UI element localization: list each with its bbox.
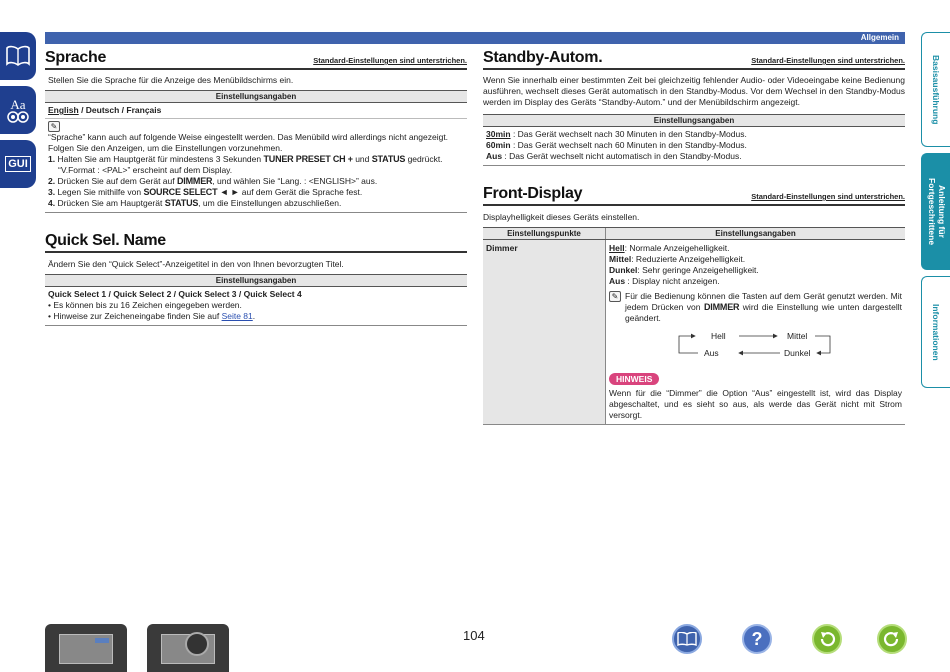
page-number: 104	[463, 628, 485, 643]
section-title: Allgemein	[860, 33, 899, 42]
step-2: 2. Drücken Sie auf dem Gerät auf DIMMER, und wählen Sie “Lang. : <ENGLISH>” aus.	[48, 176, 378, 187]
cycle-arrows	[675, 329, 840, 365]
front-table-row	[483, 240, 905, 425]
standby-row-60: 60min : Das Gerät wechselt nach 60 Minuten in den Standby-Modus.	[486, 140, 747, 150]
hinweis-text: Wenn für die “Dimmer” die Option “Aus” eingestellt ist, wird das Display abgeschaltet, und es sieht so aus, als werde das Gerät nicht mit Strom versorgt.	[609, 388, 902, 420]
gui-icon: GUI	[5, 156, 31, 172]
font-audio-tab[interactable]	[0, 86, 36, 134]
cycle-hell: Hell	[711, 331, 726, 341]
table-header: Einstellungsangaben	[483, 114, 905, 127]
dimmer-opt-hell: Hell: Normale Anzeigehelligkeit.	[609, 243, 730, 253]
book-icon	[677, 632, 697, 646]
sprache-table-body	[45, 103, 467, 213]
col-header-items: Einstellungspunkte	[483, 228, 606, 239]
help-button[interactable]	[742, 624, 772, 654]
quicksel-options: Quick Select 1 / Quick Select 2 / Quick Select 3 / Quick Select 4	[48, 289, 302, 300]
pencil-note-icon: ✎	[48, 121, 60, 132]
speaker-icon	[6, 111, 30, 123]
left-column	[45, 48, 467, 326]
dimmer-label: Dimmer	[486, 243, 518, 253]
step-1-result: “V.Format : <PAL>” erscheint auf dem Display.	[58, 165, 233, 176]
front-title: Front-Display	[483, 185, 583, 202]
pencil-note-icon: ✎	[609, 291, 621, 302]
tab-label: Informationen	[931, 303, 941, 361]
standby-title: Standby-Autom.	[483, 49, 603, 66]
right-column	[483, 48, 905, 425]
step-1: 1. Halten Sie am Hauptgerät für mindestens 3 Sekunden TUNER PRESET CH + und STATUS gedrückt.	[48, 154, 443, 165]
forward-button[interactable]	[877, 624, 907, 654]
sprache-intro: Stellen Sie die Sprache für die Anzeige des Menübildschirms ein.	[48, 75, 294, 85]
dimmer-opt-aus: Aus : Display nicht anzeigen.	[609, 276, 720, 286]
book-icon	[5, 45, 31, 67]
undo-arrow-icon	[818, 630, 836, 648]
cycle-aus: Aus	[704, 348, 719, 358]
tab-label: Anleitung für Fortgeschrittene	[927, 177, 947, 246]
page-link[interactable]: Seite 81	[221, 311, 253, 322]
sprache-note: “Sprache” kann auch auf folgende Weise eingestellt werden. Das Menübild wird allerdings nicht angezeigt.	[48, 132, 449, 143]
option-others: / Deutsch / Français	[78, 105, 162, 115]
redo-arrow-icon	[883, 630, 901, 648]
steps-intro: Folgen Sie den Anzeigen, um die Einstellungen vorzunehmen.	[48, 143, 283, 154]
sprache-title: Sprache	[45, 49, 107, 66]
standby-heading-row	[483, 48, 905, 70]
front-intro: Displayhelligkeit dieses Geräts einstellen.	[483, 212, 640, 222]
standard-note: Standard-Einstellungen sind unterstrichen.	[751, 192, 905, 201]
tab-label: Basisausführung	[931, 54, 941, 125]
standby-row-30: 30min : Das Gerät wechselt nach 30 Minuten in den Standby-Modus.	[486, 129, 747, 139]
front-heading-row	[483, 184, 905, 206]
font-audio-icon: Aa	[10, 96, 26, 112]
device-thumbnail-dvd[interactable]	[147, 624, 229, 672]
gui-tab[interactable]	[0, 140, 36, 188]
device-thumbnail-receiver[interactable]	[45, 624, 127, 672]
standby-row-aus: Aus : Das Gerät wechselt nicht automatisch in den Standby-Modus.	[486, 151, 742, 161]
back-button[interactable]	[812, 624, 842, 654]
front-table-header	[483, 227, 905, 240]
quicksel-intro: Ändern Sie den “Quick Select”-Anzeigetitel in den von Ihnen bevorzugten Titel.	[48, 259, 344, 270]
standard-note: Standard-Einstellungen sind unterstrichen.	[313, 56, 467, 65]
step-4: 4. Drücken Sie am Hauptgerät STATUS, um die Einstellungen abzuschließen.	[48, 198, 342, 209]
tab-basisausfuehrung[interactable]	[921, 32, 950, 147]
standby-intro: Wenn Sie innerhalb einer bestimmten Zeit bei gleichzeitig fehlender Audio- oder Videoeingabe keine Bedienung ausführen, wechselt dieses Gerät automatisch in den Standby-Modus. Vor dem Wechsel in den Standby-Modus werden im Display des Geräts “Standby-Autom.” und der Menübildschirm angezeigt.	[483, 75, 905, 107]
table-header: Einstellungsangaben	[45, 90, 467, 103]
dimmer-cycle-diagram	[675, 329, 840, 365]
cycle-dunkel: Dunkel	[784, 348, 811, 358]
table-header: Einstellungsangaben	[45, 274, 467, 287]
tab-fortgeschrittene[interactable]	[921, 153, 950, 270]
dimmer-opt-mittel: Mittel: Reduzierte Anzeigehelligkeit.	[609, 254, 746, 264]
standby-table-body	[483, 127, 905, 166]
contents-book-button[interactable]	[672, 624, 702, 654]
hinweis-badge: HINWEIS	[609, 373, 659, 385]
question-icon: ?	[751, 628, 763, 649]
sprache-heading-row	[45, 48, 467, 70]
quicksel-bullet-2: • Hinweise zur Zeicheneingabe finden Sie auf Seite 81.	[48, 311, 256, 322]
cycle-mittel: Mittel	[787, 331, 808, 341]
quicksel-heading-row	[45, 231, 467, 253]
standard-note: Standard-Einstellungen sind unterstrichen.	[751, 56, 905, 65]
col-header-values: Einstellungsangaben	[715, 229, 796, 238]
quicksel-bullet-1: • Es können bis zu 16 Zeichen eingegeben werden.	[48, 300, 242, 311]
quicksel-table-body	[45, 287, 467, 326]
tab-informationen[interactable]	[921, 276, 950, 388]
step-3: 3. Legen Sie mithilfe von SOURCE SELECT ◄ ► auf dem Gerät die Sprache fest.	[48, 187, 363, 198]
book-tab[interactable]	[0, 32, 36, 80]
option-english: English	[48, 105, 79, 115]
dimmer-note: Für die Bedienung können die Tasten auf dem Gerät genutzt werden. Mit jedem Drücken von DIMMER wird die Einstellung wie unten dargestellt geändert.	[625, 291, 903, 323]
section-header-bar	[45, 32, 905, 44]
dimmer-opt-dunkel: Dunkel: Sehr geringe Anzeigehelligkeit.	[609, 265, 759, 275]
quicksel-title: Quick Sel. Name	[45, 232, 166, 250]
